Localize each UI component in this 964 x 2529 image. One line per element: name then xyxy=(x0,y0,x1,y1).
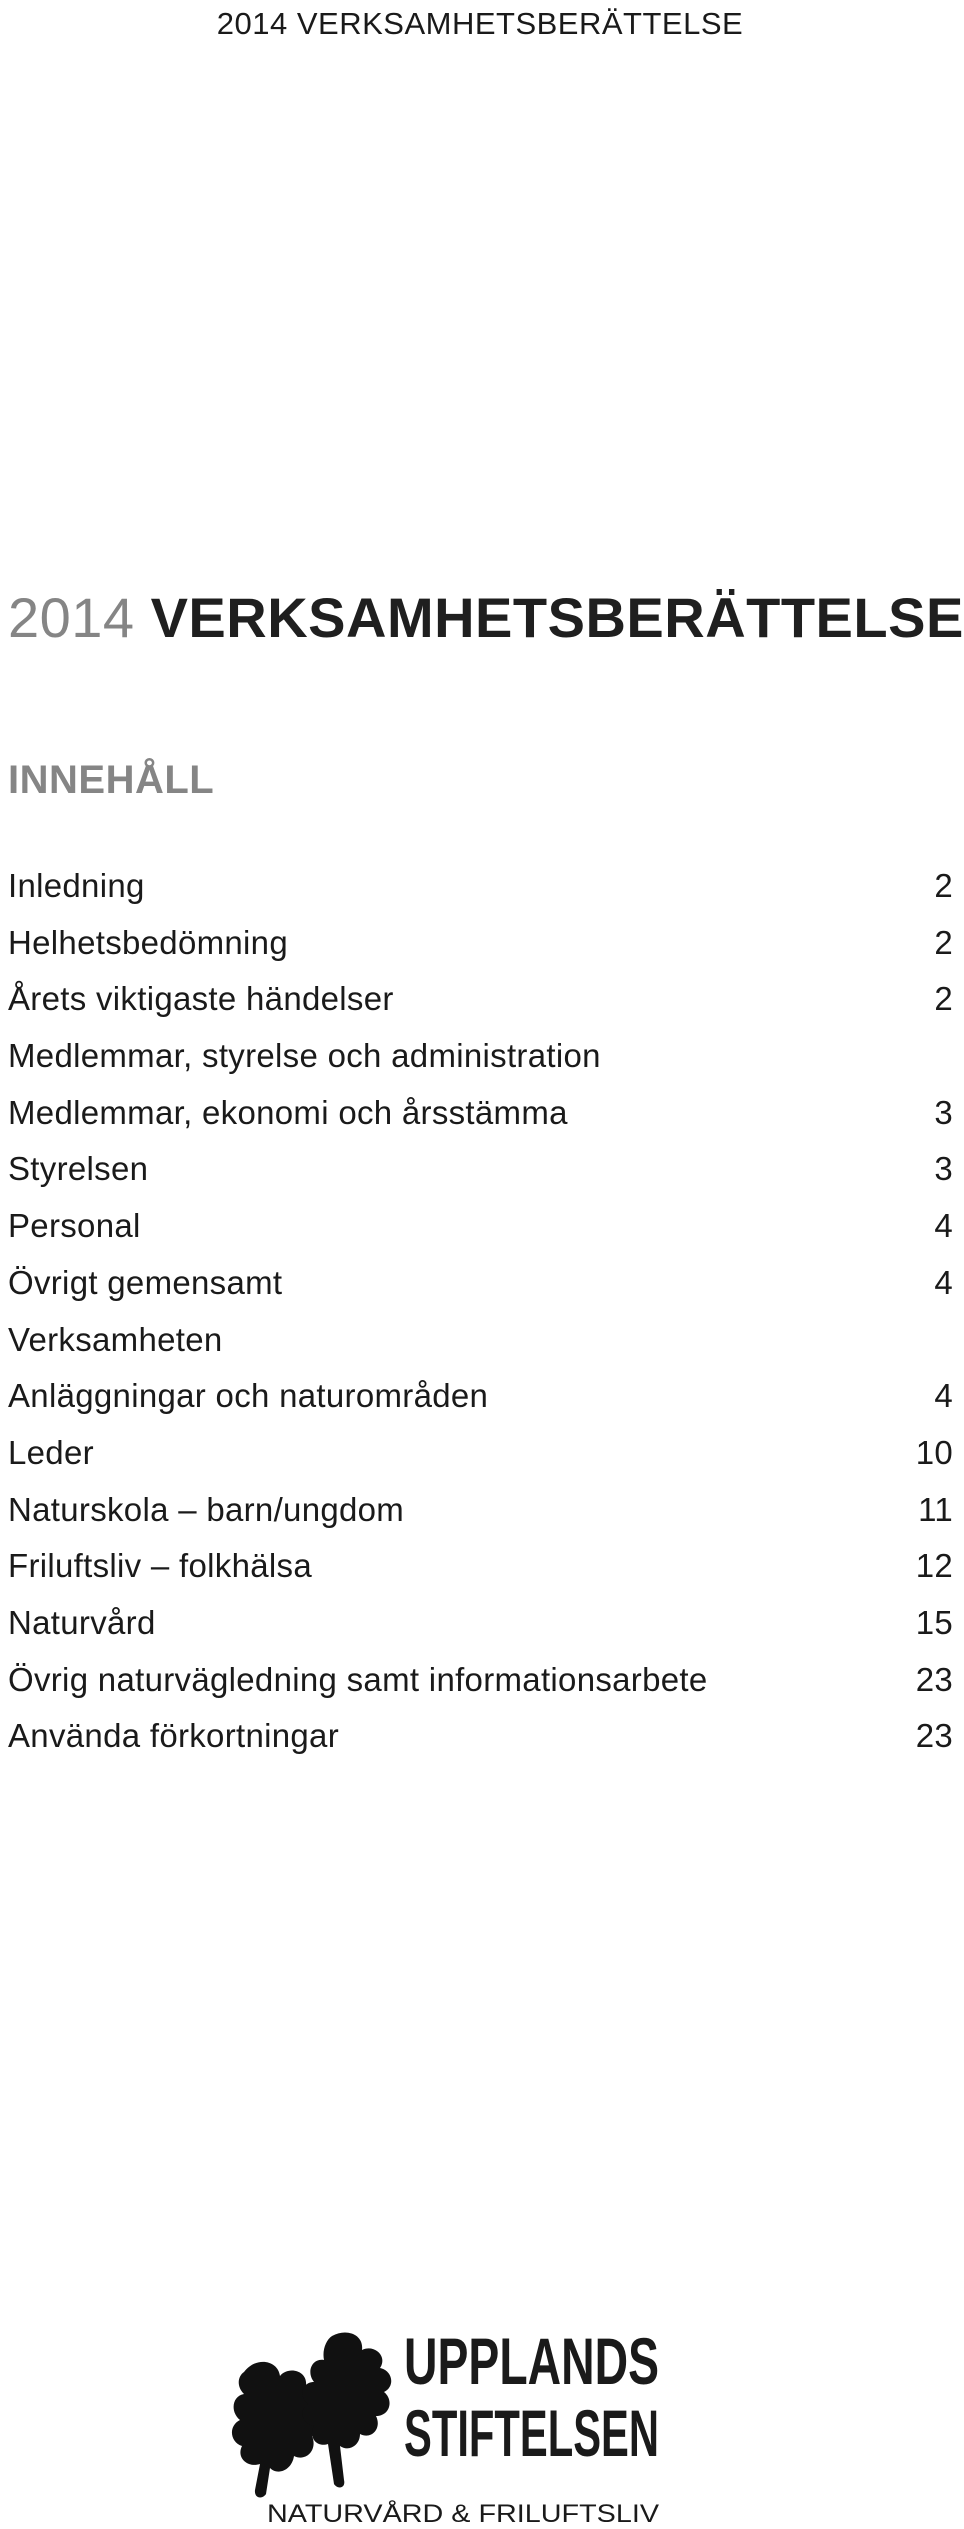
table-of-contents xyxy=(8,858,953,1765)
toc-entry xyxy=(8,1255,953,1312)
toc-entry-page: 23 xyxy=(915,1660,953,1698)
toc-entry-page: 4 xyxy=(934,1263,953,1301)
logo-line-2: STIFTELSEN xyxy=(404,2396,659,2470)
toc-entry-page: 10 xyxy=(915,1433,953,1471)
logo-line-1: UPPLANDS xyxy=(404,2324,659,2398)
toc-entry-label: Personal xyxy=(8,1207,141,1245)
toc-entry-page: 2 xyxy=(934,980,953,1018)
upplandsstiftelsen-logo xyxy=(222,2322,667,2529)
toc-entry-label: Verksamheten xyxy=(8,1320,223,1358)
toc-entry-label: Årets viktigaste händelser xyxy=(8,980,394,1018)
toc-entry xyxy=(8,1595,953,1652)
toc-entry-label: Naturskola – barn/ungdom xyxy=(8,1490,405,1528)
toc-entry-label: Övrigt gemensamt xyxy=(8,1263,283,1301)
document-title xyxy=(8,583,964,653)
toc-entry xyxy=(8,1538,953,1595)
toc-entry xyxy=(8,1652,953,1709)
toc-entry xyxy=(8,1425,953,1482)
toc-entry-page: 4 xyxy=(934,1207,953,1245)
toc-entry-page: 4 xyxy=(934,1377,953,1415)
toc-entry xyxy=(8,1085,953,1142)
toc-entry-label: Medlemmar, styrelse och administration xyxy=(8,1037,601,1075)
toc-entry-page: 3 xyxy=(934,1150,953,1188)
toc-entry xyxy=(8,858,953,915)
toc-entry-page: 2 xyxy=(934,923,953,961)
toc-entry-label: Leder xyxy=(8,1433,94,1471)
toc-entry xyxy=(8,1368,953,1425)
toc-entry xyxy=(8,1198,953,1255)
toc-entry xyxy=(8,1482,953,1539)
toc-entry-label: Inledning xyxy=(8,867,145,904)
toc-entry-label: Anläggningar och naturområden xyxy=(8,1377,489,1415)
toc-entry-label: Övrig naturvägledning samt informationsarbete xyxy=(8,1660,708,1698)
toc-entry-page: 23 xyxy=(915,1717,953,1755)
toc-entry-label: Friluftsliv – folkhälsa xyxy=(8,1547,312,1585)
toc-entry-page: 15 xyxy=(915,1603,953,1641)
document-title-word: VERKSAMHETSBERÄTTELSE xyxy=(150,586,964,649)
toc-entry-page: 11 xyxy=(918,1490,953,1528)
toc-entry xyxy=(8,1028,953,1085)
toc-entry-label: Helhetsbedömning xyxy=(8,923,288,961)
toc-entry xyxy=(8,915,953,972)
toc-entry-page: 3 xyxy=(934,1093,953,1131)
toc-entry-page: 12 xyxy=(915,1547,953,1585)
toc-entry-label: Medlemmar, ekonomi och årsstämma xyxy=(8,1093,568,1131)
toc-entry-label: Använda förkortningar xyxy=(8,1717,339,1755)
toc-entry xyxy=(8,1708,953,1765)
oak-leaf-logo-icon xyxy=(232,2332,391,2497)
logo-line-3: NATURVÅRD & FRILUFTSLIV xyxy=(267,2500,608,2528)
toc-entry-label: Styrelsen xyxy=(8,1150,149,1188)
toc-entry xyxy=(8,1312,953,1369)
document-title-year: 2014 xyxy=(8,586,135,649)
toc-entry-page: 2 xyxy=(934,867,953,904)
toc-entry xyxy=(8,971,953,1028)
toc-entry-label: Naturvård xyxy=(8,1603,156,1641)
running-header: 2014 VERKSAMHETSBERÄTTELSE xyxy=(216,6,744,41)
toc-heading: INNEHÅLL xyxy=(8,758,215,802)
toc-entry xyxy=(8,1141,953,1198)
